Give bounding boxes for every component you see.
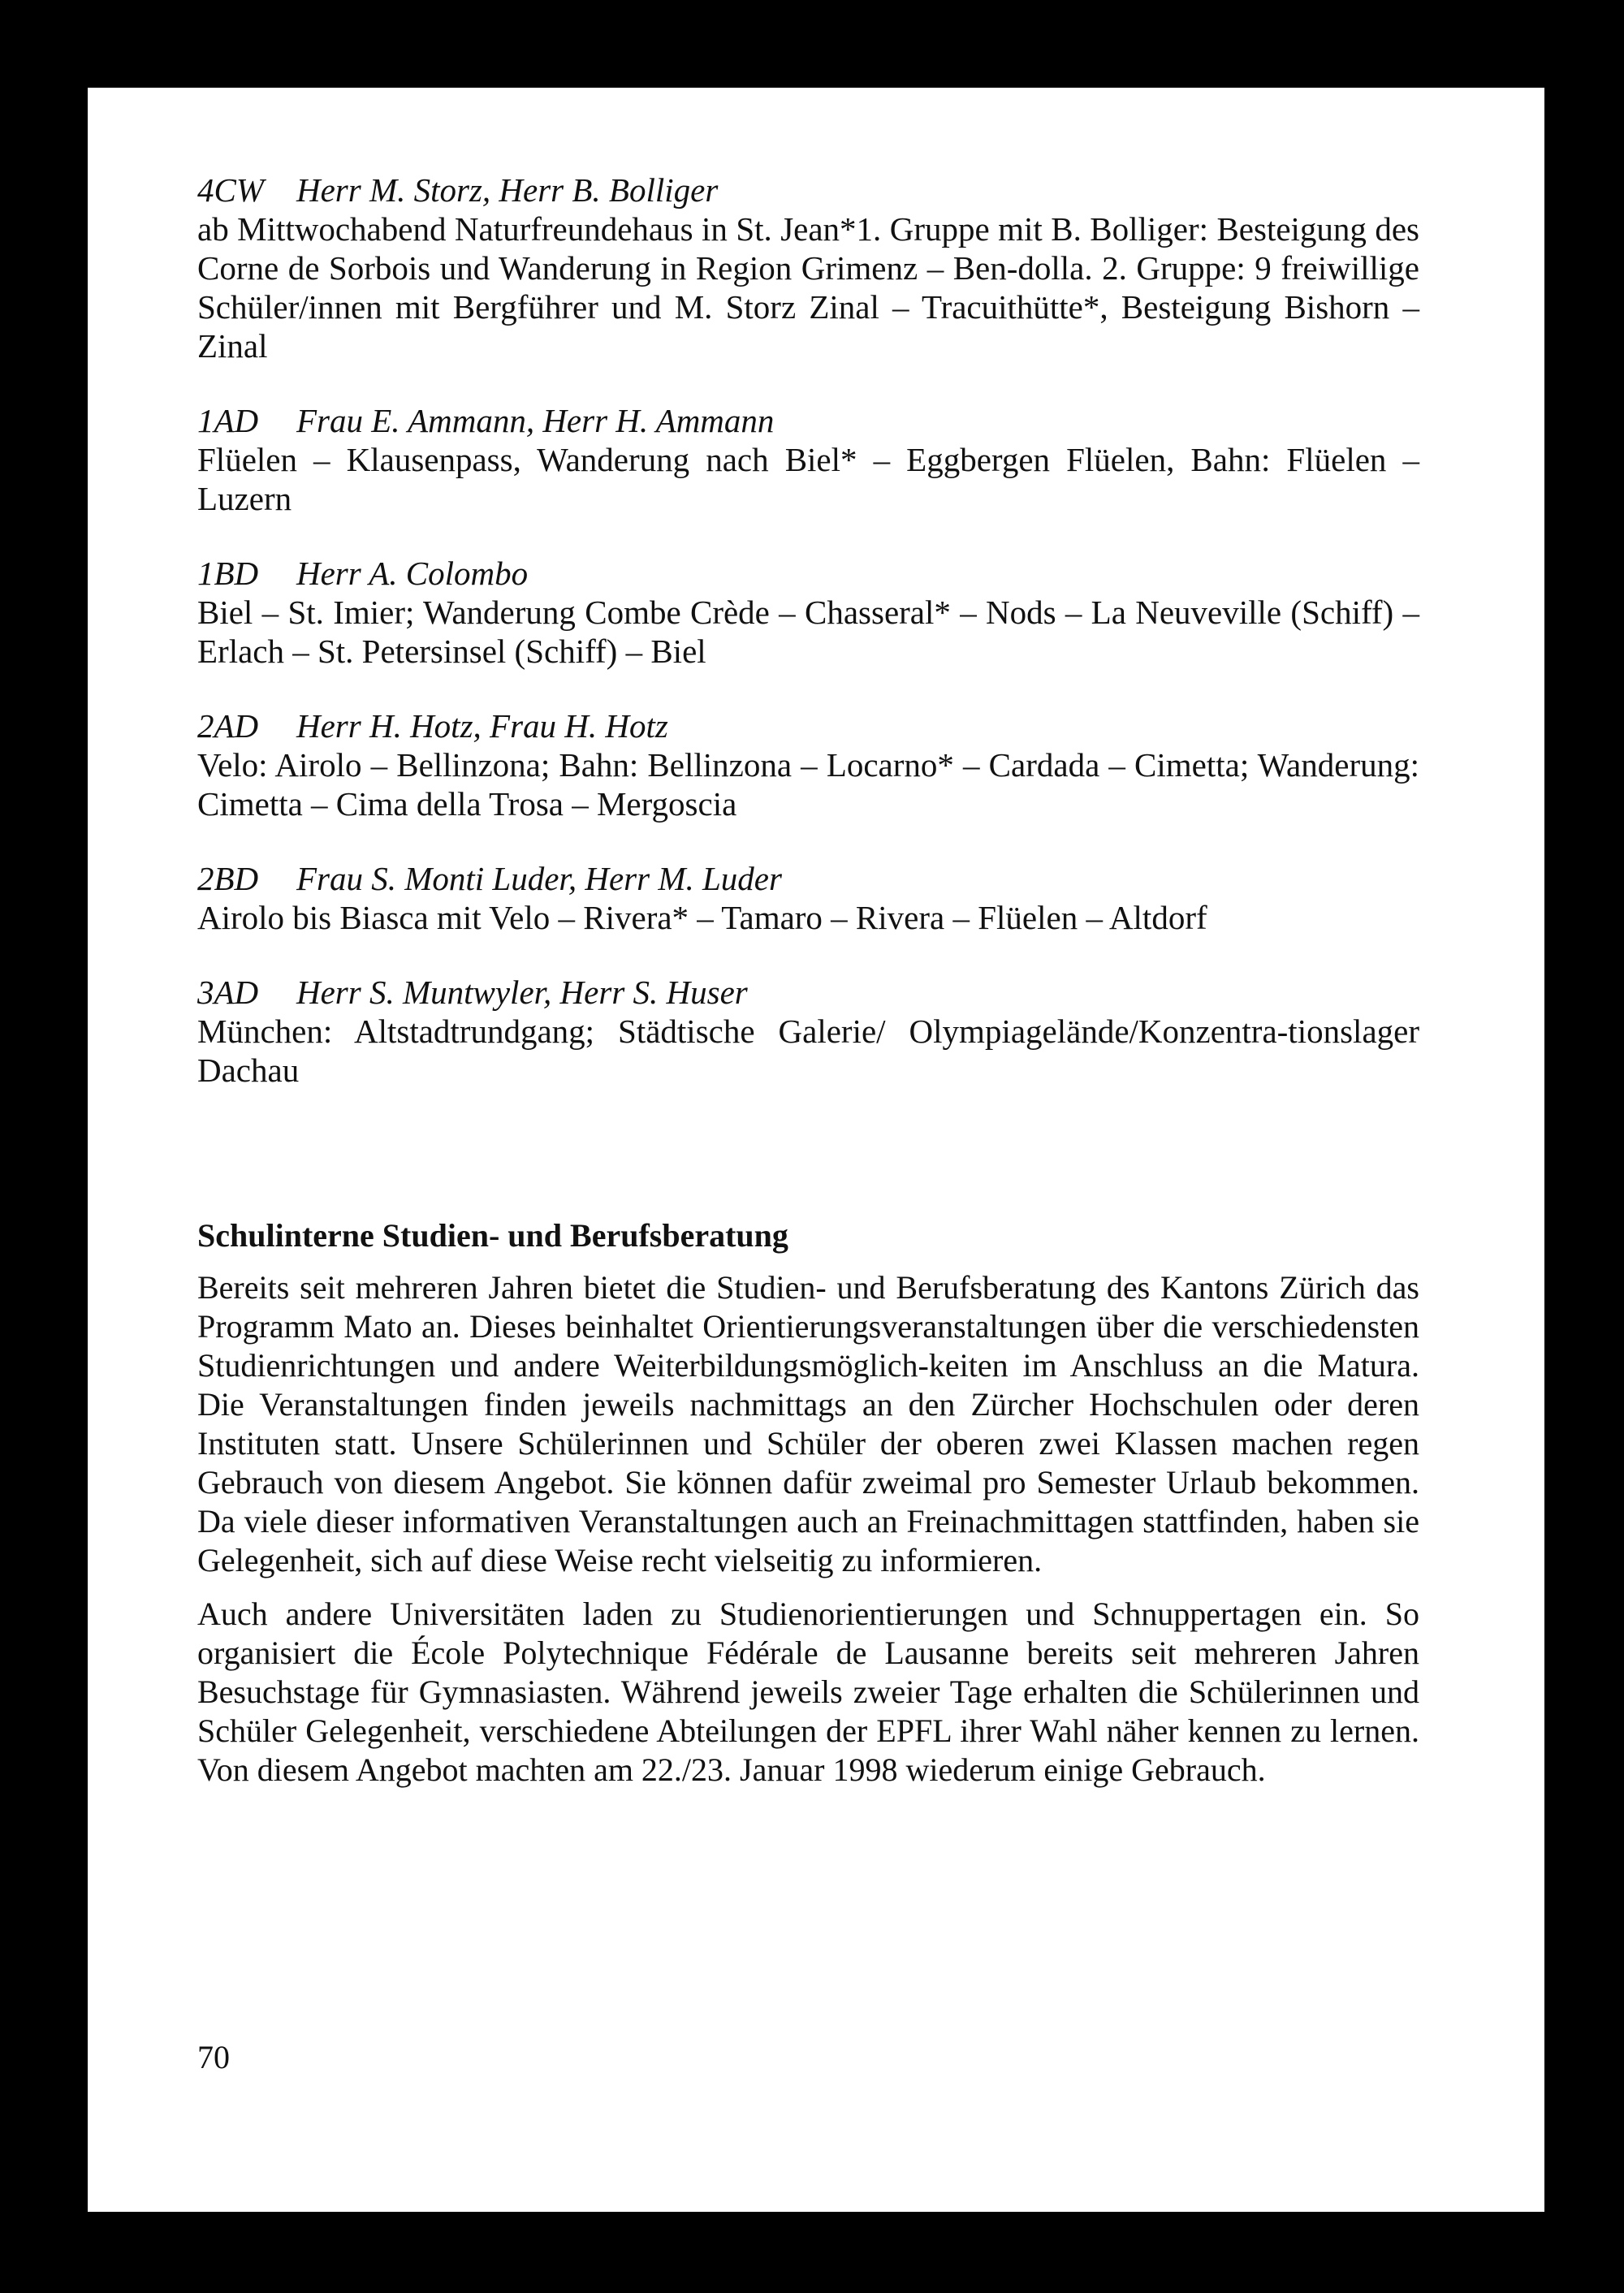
trip-class: 1AD <box>197 402 259 439</box>
trip-description: Airolo bis Biasca mit Velo – Rivera* – Tamaro – Rivera – Flüelen – Altdorf <box>197 899 1207 936</box>
trip-entry-3ad <box>197 973 1419 1090</box>
trip-description: Velo: Airolo – Bellinzona; Bahn: Bellinzona – Locarno* – Cardada – Cimetta; Wanderung: Cimetta – Cima della Trosa – Mergoscia <box>197 746 1419 823</box>
trip-header <box>197 554 1419 593</box>
trip-teachers: Herr A. Colombo <box>296 555 529 592</box>
trip-teachers: Herr S. Muntwyler, Herr S. Huser <box>296 974 748 1011</box>
trip-header <box>197 706 1419 745</box>
trip-description: München: Altstadtrundgang; Städtische Galerie/ Olympiagelände/Konzentra-tionslager Dachau <box>197 1013 1419 1089</box>
trip-entry-2bd <box>197 859 1419 937</box>
trip-entry-1bd <box>197 554 1419 671</box>
trip-teachers: Herr H. Hotz, Frau H. Hotz <box>296 707 668 745</box>
trip-entry-1ad <box>197 401 1419 518</box>
trip-class: 2AD <box>197 707 259 745</box>
page-number: 70 <box>197 2039 230 2075</box>
trip-header <box>197 859 1419 898</box>
section-paragraph: Auch andere Universitäten laden zu Studienorientierungen und Schnuppertagen ein. So organisiert die École Polytechnique Fédérale de Lausanne bereits seit mehreren Jahren Besuchstage für Gymnasiasten. Während jeweils zweier Tage erhalten die Schülerinnen und Schüler Gelegenheit, verschiedene Abteilungen der EPFL ihrer Wahl näher kennen zu lernen. Von diesem Angebot machten am 22./23. Januar 1998 wiederum einige Gebrauch. <box>197 1596 1419 1788</box>
trip-entry-4cw <box>197 171 1419 365</box>
trip-entry-2ad <box>197 706 1419 823</box>
trip-teachers: Frau S. Monti Luder, Herr M. Luder <box>296 860 782 897</box>
trip-class: 4CW <box>197 171 264 209</box>
trip-class: 1BD <box>197 555 259 592</box>
trip-description: Biel – St. Imier; Wanderung Combe Crède – Chasseral* – Nods – La Neuveville (Schiff) – Erlach – St. Petersinsel (Schiff) – Biel <box>197 594 1419 670</box>
trip-description: ab Mittwochabend Naturfreundehaus in St. Jean*1. Gruppe mit B. Bolliger: Besteigung des Corne de Sorbois und Wanderung in Region Grimenz – Ben-dolla. 2. Gruppe: 9 freiwillige Schüler/innen mit Bergführer und M. Storz Zinal – Tracuithütte*, Besteigung Bishorn – Zinal <box>197 210 1419 365</box>
trip-description: Flüelen – Klausenpass, Wanderung nach Biel* – Eggbergen Flüelen, Bahn: Flüelen – Luzern <box>197 441 1419 517</box>
section-paragraph: Bereits seit mehreren Jahren bietet die Studien- und Berufsberatung des Kantons Zürich das Programm Mato an. Dieses beinhaltet Orientierungsveranstaltungen über die verschiedensten Studienrichtungen und andere Weiterbildungsmöglich-keiten im Anschluss an die Matura. Die Veranstaltungen finden jeweils nachmittags an den Zürcher Hochschulen oder deren Instituten statt. Unsere Schülerinnen und Schüler der oberen zwei Klassen machen regen Gebrauch von diesem Angebot. Sie können dafür zweimal pro Semester Urlaub bekommen. Da viele dieser informativen Veranstaltungen auch an Freinachmittagen stattfinden, haben sie Gelegenheit, sich auf diese Weise recht vielseitig zu informieren. <box>197 1269 1419 1578</box>
trip-teachers: Frau E. Ammann, Herr H. Ammann <box>296 402 775 439</box>
trip-header <box>197 973 1419 1012</box>
trip-teachers: Herr M. Storz, Herr B. Bolliger <box>296 171 719 209</box>
page-content <box>197 171 1419 1790</box>
section-title: Schulinterne Studien- und Berufsberatung <box>197 1217 788 1254</box>
trip-header <box>197 401 1419 440</box>
trip-class: 3AD <box>197 974 259 1011</box>
trip-header <box>197 171 1419 209</box>
trip-class: 2BD <box>197 860 259 897</box>
